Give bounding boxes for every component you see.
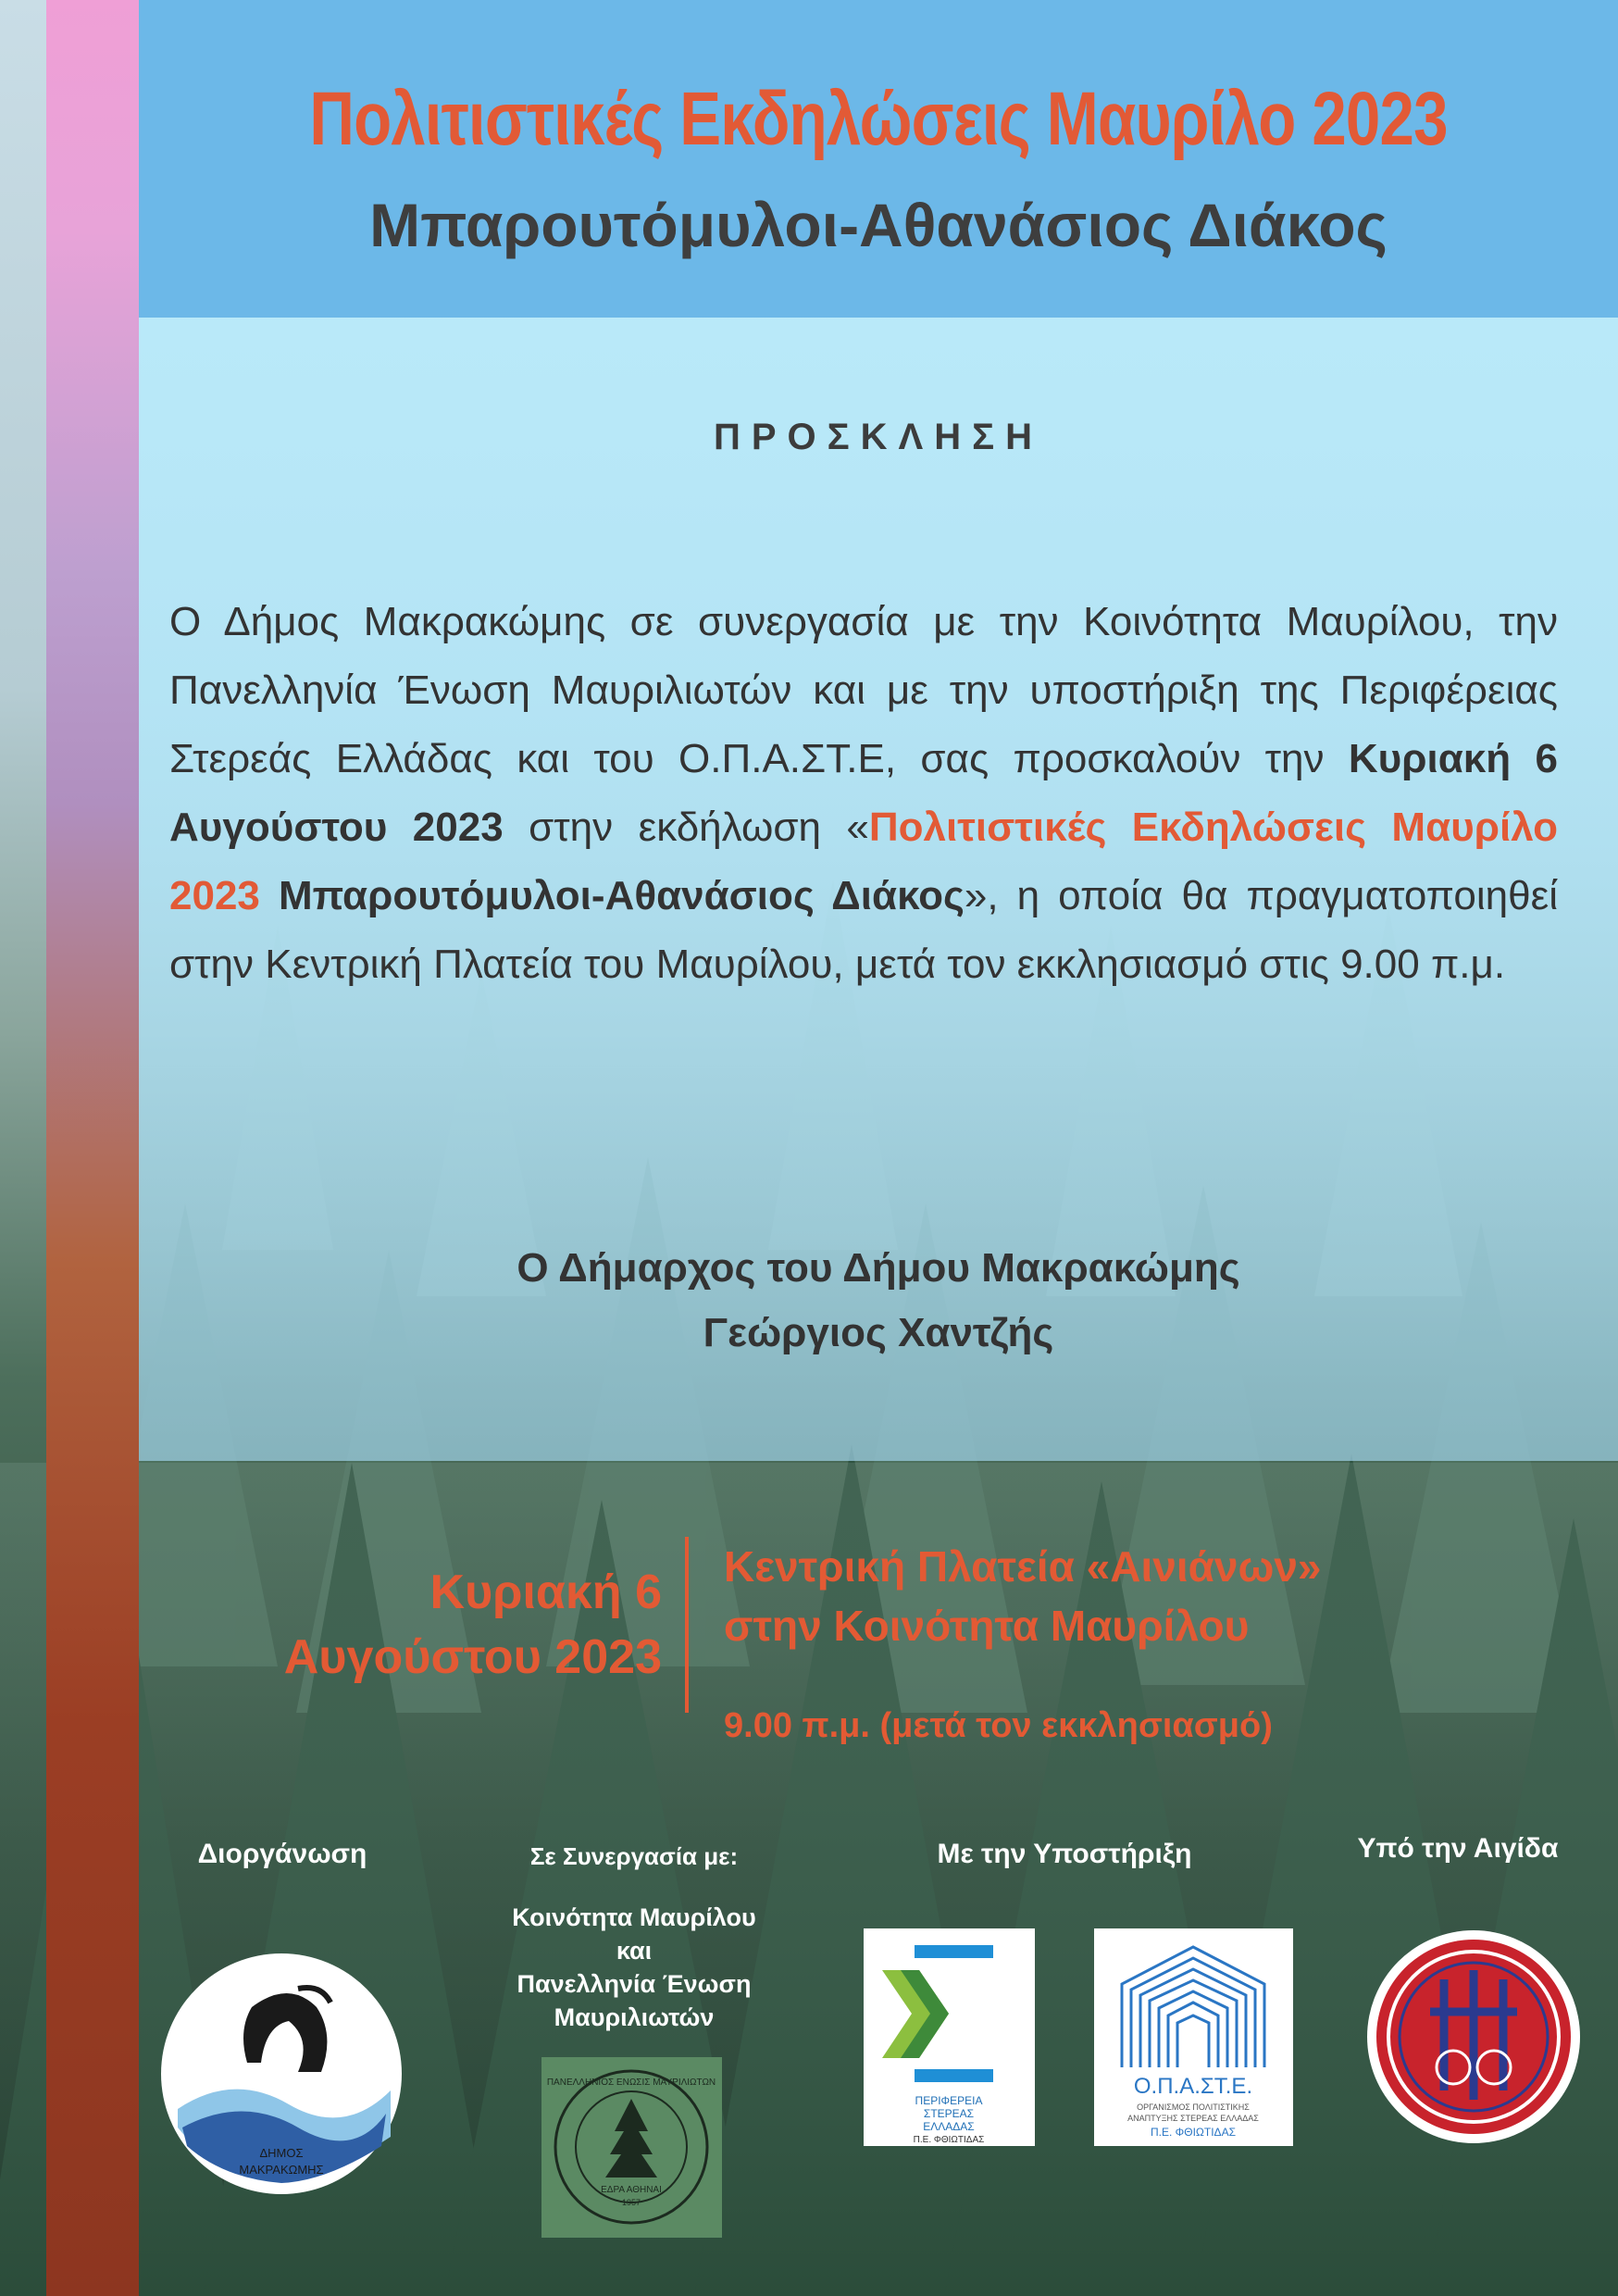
makrakomi-logo-line1: ΔΗΜΟΣ — [259, 2146, 304, 2160]
union-logo-year: 1957 — [621, 2198, 641, 2207]
cooperation-line1: Κοινότητα Μαυρίλου — [512, 1903, 756, 1931]
paragraph-part3: », η οποία θα πραγματοποιηθεί στην Κεντρική Πλατεία του Μαυρίλου, μετά τον εκκλησιασμό στις 9.00 π.μ. — [169, 873, 1558, 987]
opaste-logo — [1094, 1928, 1293, 2146]
union-logo-ring: ΠΑΝΕΛΛΗΝΙΟΣ ΕΝΩΣΙΣ ΜΑΥΡΙΛΙΩΤΩΝ — [546, 2078, 716, 2088]
invitation-heading: ΠΡΟΣΚΛΗΣΗ — [713, 417, 1044, 457]
event-venue-line1: Κεντρική Πλατεία «Αινιάνων» — [724, 1542, 1322, 1591]
perifereia-stereas-ellados-logo — [864, 1928, 1035, 2146]
event-venue-line2: στην Κοινότητα Μαυρίλου — [724, 1602, 1250, 1650]
cooperation-text — [491, 1901, 778, 2034]
support-label: Με την Υποστήριξη — [937, 1839, 1192, 1869]
aegis-label: Υπό την Αιγίδα — [1357, 1833, 1559, 1864]
left-decorative-stripe — [46, 0, 139, 2296]
opaste-lines-icon — [1094, 1928, 1293, 2146]
event-venue — [724, 1537, 1557, 1655]
opaste-logo-line3: Π.Ε. ΦΘΙΩΤΙΔΑΣ — [1151, 2126, 1236, 2139]
region-logo-line2: ΣΤΕΡΕΑΣ — [923, 2107, 975, 2120]
signature — [139, 1236, 1618, 1366]
sigma-icon — [864, 1928, 1035, 2146]
paragraph-event-name: Πολιτιστικές Εκδηλώσεις Μαυρίλο 2023 — [169, 805, 1558, 918]
cooperation-label: Σε Συνεργασία με: — [529, 1842, 739, 1870]
opaste-logo-line1: ΟΡΓΑΝΙΣΜΟΣ ΠΟΛΙΤΙΣΤΙΚΗΣ — [1137, 2103, 1250, 2112]
paragraph-part2: στην εκδήλωση « — [503, 805, 869, 850]
makrakomi-logo-line2: ΜΑΚΡΑΚΩΜΗΣ — [239, 2163, 324, 2177]
cooperation-line4: Μαυριλιωτών — [554, 2003, 715, 2031]
opaste-logo-line2: ΑΝΑΠΤΥΞΗΣ ΣΤΕΡΕΑΣ ΕΛΛΑΔΑΣ — [1127, 2114, 1259, 2123]
header-title: Πολιτιστικές Εκδηλώσεις Μαυρίλο 2023 — [309, 77, 1448, 161]
invitation-paragraph — [169, 588, 1558, 999]
cooperation-line2: και — [616, 1937, 653, 1965]
event-date-line2: Αυγούστου 2023 — [283, 1630, 662, 1684]
paragraph-date: Κυριακή 6 Αυγούστου 2023 — [169, 736, 1558, 850]
helmet-wave-icon — [159, 1952, 404, 2196]
organizer-label: Διοργάνωση — [197, 1839, 367, 1869]
opaste-logo-title: Ο.Π.Α.ΣΤ.Ε. — [1133, 2074, 1253, 2099]
header-subtitle: Μπαρουτόμυλοι-Αθανάσιος Διάκος — [369, 191, 1388, 259]
event-date — [213, 1560, 662, 1690]
panellinia-enosi-logo — [541, 2057, 722, 2238]
signature-title: Ο Δήμαρχος του Δήμου Μακρακώμης — [517, 1245, 1240, 1291]
makrakomi-municipality-logo — [159, 1952, 404, 2196]
signature-name: Γεώργιος Χαντζής — [703, 1310, 1054, 1355]
union-logo-seat: ΕΔΡΑ ΑΘΗΝΑΙ — [601, 2185, 662, 2195]
pine-tree-seal-icon — [541, 2057, 722, 2238]
paragraph-event-subtitle: Μπαρουτόμυλοι-Αθανάσιος Διάκος — [259, 873, 965, 918]
event-divider — [685, 1537, 689, 1713]
region-logo-line1: ΠΕΡΙΦΕΡΕΙΑ — [915, 2094, 983, 2107]
event-date-line1: Κυριακή 6 — [429, 1566, 662, 1619]
ornate-seal-icon — [1365, 1928, 1583, 2146]
paragraph-part1: Ο Δήμος Μακρακώμης σε συνεργασία με την Κοινότητα Μαυρίλου, την Πανελληνία Ένωση Μαυριλιωτών και με την υποστήριξη της Περιφέρειας Στερεάς Ελλάδας και του Ο.Π.Α.ΣΤ.Ε, σας προσκαλούν την — [169, 599, 1558, 781]
cooperation-line3: Πανελληνία Ένωση — [517, 1970, 752, 1998]
region-logo-line3: ΕΛΛΑΔΑΣ — [923, 2120, 975, 2133]
aegis-seal-logo — [1365, 1928, 1583, 2146]
event-time: 9.00 π.μ. (μετά τον εκκλησιασμό) — [724, 1706, 1273, 1745]
region-logo-line4: Π.Ε. ΦΘΙΩΤΙΔΑΣ — [913, 2135, 985, 2145]
